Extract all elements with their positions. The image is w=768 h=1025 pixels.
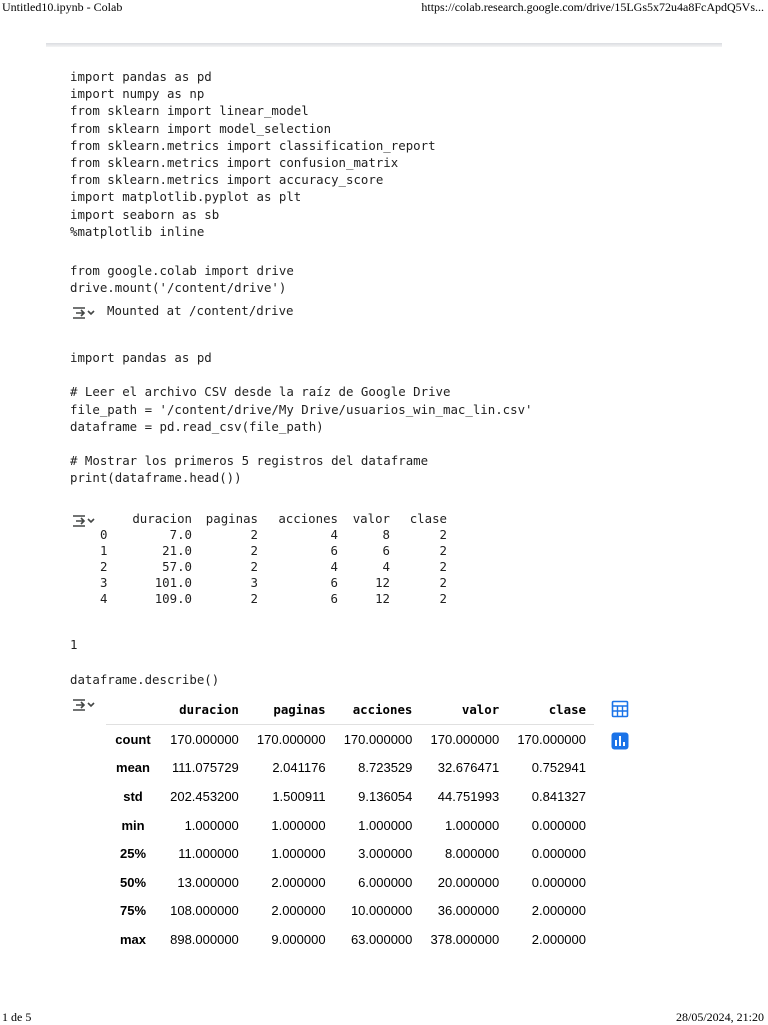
head-cell: 2 bbox=[250, 591, 258, 606]
describe-header-row bbox=[106, 696, 594, 725]
describe-cell: 0.000000 bbox=[531, 874, 586, 890]
describe-cell: 170.000000 bbox=[430, 731, 500, 747]
head-row bbox=[100, 575, 447, 591]
describe-cell: 1.000000 bbox=[184, 817, 239, 833]
head-row bbox=[100, 543, 447, 559]
describe-cell: 1.000000 bbox=[358, 817, 413, 833]
describe-cell: 202.453200 bbox=[170, 788, 239, 804]
describe-cell: 2.000000 bbox=[531, 931, 586, 947]
head-column-header: valor bbox=[352, 511, 390, 526]
code-cell-drive-mount[interactable]: from google.colab import drive drive.mount('/content/drive') bbox=[70, 263, 294, 296]
describe-cell: 20.000000 bbox=[437, 874, 500, 890]
head-cell: 2 bbox=[439, 543, 447, 558]
head-cell: 7.0 bbox=[169, 527, 192, 542]
drive-mount-output: Mounted at /content/drive bbox=[107, 303, 294, 318]
describe-column-header: duracion bbox=[160, 696, 247, 725]
describe-column-header: paginas bbox=[247, 696, 334, 725]
head-column-header: duracion bbox=[132, 511, 192, 526]
describe-cell: 3.000000 bbox=[358, 846, 413, 862]
head-cell: 3 bbox=[100, 575, 108, 590]
describe-cell: 170.000000 bbox=[517, 731, 586, 747]
describe-output-table bbox=[106, 696, 594, 954]
head-column-header: paginas bbox=[205, 511, 258, 526]
describe-cell: 8.000000 bbox=[444, 846, 500, 862]
output-toggle-icon[interactable] bbox=[72, 697, 96, 713]
describe-row-label: 25% bbox=[119, 846, 147, 862]
describe-corner-cell bbox=[106, 696, 160, 725]
head-cell: 2 bbox=[100, 559, 108, 574]
describe-cell: 0.841327 bbox=[531, 788, 586, 804]
head-output-table bbox=[100, 511, 447, 607]
describe-cell: 13.000000 bbox=[177, 874, 239, 890]
code-cell-number[interactable]: 1 bbox=[70, 637, 78, 652]
head-cell: 6 bbox=[330, 591, 338, 606]
head-cell: 2 bbox=[439, 575, 447, 590]
describe-cell: 2.000000 bbox=[531, 903, 586, 919]
describe-row bbox=[106, 868, 594, 897]
describe-row-label: 75% bbox=[119, 903, 147, 919]
page-url[interactable]: https://colab.research.google.com/drive/15LGs5x72u4a8FcApdQ5Vs... bbox=[421, 0, 764, 14]
head-column-header: clase bbox=[409, 511, 447, 526]
describe-cell: 0.000000 bbox=[531, 846, 586, 862]
head-cell: 6 bbox=[330, 543, 338, 558]
notebook-top-divider bbox=[46, 43, 722, 47]
describe-cell: 170.000000 bbox=[170, 731, 239, 747]
head-index-header bbox=[100, 511, 122, 527]
describe-cell: 9.136054 bbox=[358, 788, 413, 804]
chart-suggest-icon[interactable] bbox=[610, 731, 630, 751]
describe-row bbox=[106, 754, 594, 783]
describe-cell: 898.000000 bbox=[170, 931, 239, 947]
describe-cell: 6.000000 bbox=[358, 874, 413, 890]
head-column-header: acciones bbox=[278, 511, 338, 526]
describe-cell: 2.041176 bbox=[272, 760, 326, 776]
code-cell-read-csv[interactable]: import pandas as pd # Leer el archivo CSV desde la raíz de Google Drive file_path = '/content/drive/My Drive/usuarios_win_mac_lin.csv' dataframe = pd.read_csv(file_path) # Mostrar los primeros 5 registros del dataframe print(dataframe.head()) bbox=[70, 350, 533, 486]
describe-row bbox=[106, 811, 594, 840]
head-cell: 0 bbox=[100, 527, 108, 542]
describe-cell: 2.000000 bbox=[271, 874, 326, 890]
describe-row-label: max bbox=[119, 931, 147, 947]
head-cell: 2 bbox=[439, 527, 447, 542]
describe-cell: 10.000000 bbox=[350, 903, 413, 919]
head-cell: 4 bbox=[382, 559, 390, 574]
head-cell: 6 bbox=[382, 543, 390, 558]
describe-row bbox=[106, 897, 594, 926]
describe-cell: 11.000000 bbox=[178, 846, 239, 862]
head-header-row bbox=[100, 511, 447, 527]
head-cell: 21.0 bbox=[162, 543, 192, 558]
describe-row bbox=[106, 725, 594, 754]
describe-row bbox=[106, 925, 594, 954]
describe-cell: 170.000000 bbox=[256, 731, 326, 747]
head-cell: 2 bbox=[250, 543, 258, 558]
output-toggle-icon[interactable] bbox=[72, 305, 96, 321]
head-cell: 6 bbox=[330, 575, 338, 590]
head-row bbox=[100, 527, 447, 543]
describe-column-header: clase bbox=[507, 696, 594, 725]
code-cell-imports[interactable]: import pandas as pd import numpy as np from sklearn import linear_model from sklearn import model_selection from sklearn.metrics import classification_report from sklearn.metrics import confusion_matrix from sklearn.metrics import accuracy_score import matplotlib.pyplot as plt import seaborn as sb %matplotlib inline bbox=[70, 69, 436, 239]
describe-cell: 9.000000 bbox=[271, 931, 326, 947]
describe-cell: 108.000000 bbox=[170, 903, 239, 919]
describe-row bbox=[106, 839, 594, 868]
describe-column-header: valor bbox=[420, 696, 507, 725]
describe-column-header: acciones bbox=[334, 696, 421, 725]
head-cell: 12 bbox=[375, 591, 390, 606]
head-cell: 4 bbox=[330, 559, 338, 574]
describe-cell: 1.000000 bbox=[271, 817, 326, 833]
describe-cell: 1.000000 bbox=[271, 846, 326, 862]
describe-cell: 0.000000 bbox=[531, 817, 586, 833]
describe-cell: 0.752941 bbox=[531, 760, 586, 776]
describe-cell: 378.000000 bbox=[430, 931, 500, 947]
head-row bbox=[100, 559, 447, 575]
describe-cell: 1.500911 bbox=[272, 788, 326, 804]
head-row bbox=[100, 591, 447, 607]
describe-row-label: count bbox=[115, 731, 151, 747]
describe-row-label: std bbox=[123, 788, 143, 804]
describe-cell: 1.000000 bbox=[444, 817, 500, 833]
describe-cell: 2.000000 bbox=[271, 903, 326, 919]
describe-cell: 8.723529 bbox=[358, 760, 413, 776]
describe-row-label: 50% bbox=[119, 874, 147, 890]
head-cell: 2 bbox=[439, 559, 447, 574]
browser-tab-title: Untitled10.ipynb - Colab bbox=[2, 0, 123, 14]
head-cell: 2 bbox=[439, 591, 447, 606]
output-toggle-icon[interactable] bbox=[72, 513, 96, 529]
head-cell: 1 bbox=[100, 543, 108, 558]
head-cell: 4 bbox=[100, 591, 108, 606]
head-cell: 2 bbox=[250, 527, 258, 542]
describe-cell: 170.000000 bbox=[343, 731, 413, 747]
describe-cell: 44.751993 bbox=[437, 788, 500, 804]
describe-cell: 32.676471 bbox=[437, 760, 500, 776]
describe-cell: 111.075729 bbox=[172, 760, 239, 776]
head-cell: 8 bbox=[382, 527, 390, 542]
describe-row bbox=[106, 782, 594, 811]
table-view-icon[interactable] bbox=[610, 699, 630, 719]
head-cell: 3 bbox=[250, 575, 258, 590]
page-counter: 1 de 5 bbox=[2, 1010, 32, 1024]
head-cell: 4 bbox=[330, 527, 338, 542]
describe-row-label: mean bbox=[116, 760, 150, 776]
describe-row-label: min bbox=[121, 817, 145, 833]
head-cell: 57.0 bbox=[162, 559, 192, 574]
describe-cell: 36.000000 bbox=[437, 903, 500, 919]
code-cell-describe[interactable]: dataframe.describe() bbox=[70, 672, 220, 687]
head-cell: 101.0 bbox=[154, 575, 192, 590]
head-cell: 12 bbox=[375, 575, 390, 590]
head-cell: 2 bbox=[250, 559, 258, 574]
print-datetime: 28/05/2024, 21:20 bbox=[675, 1010, 764, 1024]
head-cell: 109.0 bbox=[154, 591, 192, 606]
describe-cell: 63.000000 bbox=[350, 931, 413, 947]
